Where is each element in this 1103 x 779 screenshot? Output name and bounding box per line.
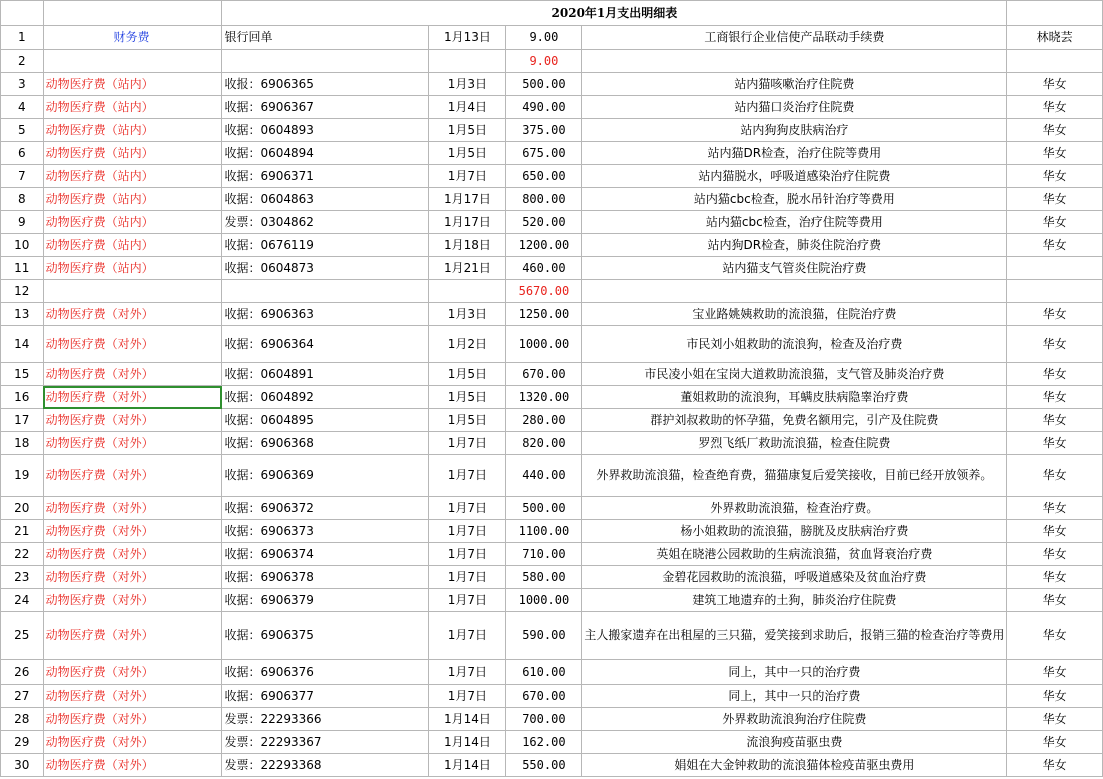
table-row [1, 211, 1103, 234]
description-cell[interactable]: 娟姐在大金钟救助的流浪猫体检疫苗驱虫费用 [582, 754, 1007, 777]
description-cell[interactable]: 金碧花园救助的流浪猫，呼吸道感染及贫血治疗费 [582, 566, 1007, 589]
amount-cell[interactable]: 1320.00 [506, 386, 582, 409]
row-number[interactable]: 11 [1, 257, 44, 280]
receipt-cell[interactable]: 收据：0604892 [222, 386, 429, 409]
sheet-title[interactable]: 2020年1月支出明细表 [222, 1, 1007, 26]
table-row [1, 520, 1103, 543]
amount-cell[interactable]: 820.00 [506, 432, 582, 455]
date-cell[interactable]: 1月4日 [429, 96, 506, 119]
description-cell[interactable]: 杨小姐救助的流浪猫，膀胱及皮肤病治疗费 [582, 520, 1007, 543]
table-row [1, 326, 1103, 363]
row-number[interactable]: 27 [1, 685, 44, 708]
receipt-cell[interactable]: 收据：0604894 [222, 142, 429, 165]
handler-cell[interactable]: 华女 [1007, 409, 1103, 432]
table-row [1, 119, 1103, 142]
table-row [1, 26, 1103, 50]
description-cell[interactable]: 站内猫支气管炎住院治疗费 [582, 257, 1007, 280]
table-row [1, 685, 1103, 708]
category-cell[interactable] [43, 280, 222, 303]
receipt-cell[interactable]: 收据：0604895 [222, 409, 429, 432]
row-number[interactable]: 20 [1, 497, 44, 520]
handler-cell[interactable]: 华女 [1007, 566, 1103, 589]
receipt-cell[interactable]: 收据：6906374 [222, 543, 429, 566]
row-number[interactable]: 29 [1, 731, 44, 754]
handler-cell[interactable]: 华女 [1007, 432, 1103, 455]
date-cell[interactable]: 1月7日 [429, 612, 506, 660]
date-cell[interactable]: 1月5日 [429, 142, 506, 165]
amount-cell[interactable]: 162.00 [506, 731, 582, 754]
handler-cell[interactable]: 华女 [1007, 96, 1103, 119]
description-cell[interactable]: 市民凌小姐在宝岗大道救助流浪猫，支气管及肺炎治疗费 [582, 363, 1007, 386]
date-cell[interactable]: 1月7日 [429, 543, 506, 566]
receipt-cell[interactable]: 收据：6906368 [222, 432, 429, 455]
amount-cell[interactable]: 580.00 [506, 566, 582, 589]
receipt-cell[interactable]: 收据：6906379 [222, 589, 429, 612]
description-cell[interactable]: 建筑工地遗弃的土狗，肺炎治疗住院费 [582, 589, 1007, 612]
amount-cell[interactable]: 1000.00 [506, 589, 582, 612]
table-row [1, 280, 1103, 303]
description-cell[interactable]: 流浪狗疫苗驱虫费 [582, 731, 1007, 754]
amount-cell[interactable]: 520.00 [506, 211, 582, 234]
date-cell[interactable]: 1月7日 [429, 685, 506, 708]
category-cell[interactable]: 动物医疗费（站内） [43, 234, 222, 257]
date-cell[interactable]: 1月7日 [429, 497, 506, 520]
handler-cell[interactable]: 华女 [1007, 326, 1103, 363]
row-number[interactable]: 23 [1, 566, 44, 589]
category-cell[interactable]: 动物医疗费（站内） [43, 142, 222, 165]
description-cell[interactable]: 外界救助流浪狗治疗住院费 [582, 708, 1007, 731]
description-cell[interactable]: 站内猫口炎治疗住院费 [582, 96, 1007, 119]
amount-cell[interactable]: 9.00 [506, 50, 582, 73]
row-number[interactable]: 4 [1, 96, 44, 119]
row-number[interactable]: 1 [1, 26, 44, 50]
handler-cell[interactable]: 华女 [1007, 188, 1103, 211]
handler-cell[interactable]: 华女 [1007, 685, 1103, 708]
table-row [1, 543, 1103, 566]
handler-cell[interactable]: 华女 [1007, 612, 1103, 660]
amount-cell[interactable]: 375.00 [506, 119, 582, 142]
category-cell[interactable]: 动物医疗费（站内） [43, 165, 222, 188]
row-number[interactable]: 19 [1, 455, 44, 497]
category-cell[interactable]: 动物医疗费（对外） [43, 409, 222, 432]
row-number[interactable]: 18 [1, 432, 44, 455]
receipt-cell[interactable]: 发票：0304862 [222, 211, 429, 234]
category-cell[interactable]: 动物医疗费（对外） [43, 731, 222, 754]
receipt-cell[interactable]: 收据：0676119 [222, 234, 429, 257]
amount-cell[interactable]: 1100.00 [506, 520, 582, 543]
receipt-cell[interactable]: 发票：22293366 [222, 708, 429, 731]
category-cell[interactable] [43, 50, 222, 73]
date-cell[interactable]: 1月7日 [429, 432, 506, 455]
receipt-cell[interactable]: 收据：6906364 [222, 326, 429, 363]
amount-cell[interactable]: 675.00 [506, 142, 582, 165]
handler-cell[interactable]: 华女 [1007, 731, 1103, 754]
table-row [1, 409, 1103, 432]
handler-cell[interactable]: 华女 [1007, 234, 1103, 257]
table-row [1, 303, 1103, 326]
amount-cell[interactable]: 280.00 [506, 409, 582, 432]
table-row [1, 188, 1103, 211]
handler-cell[interactable]: 华女 [1007, 589, 1103, 612]
description-cell[interactable]: 宝业路姚姨救助的流浪猫，住院治疗费 [582, 303, 1007, 326]
date-cell[interactable]: 1月7日 [429, 455, 506, 497]
handler-cell[interactable]: 华女 [1007, 708, 1103, 731]
amount-cell[interactable]: 670.00 [506, 685, 582, 708]
category-cell[interactable]: 动物医疗费（对外） [43, 363, 222, 386]
description-cell[interactable]: 站内猫脱水，呼吸道感染治疗住院费 [582, 165, 1007, 188]
row-number[interactable]: 8 [1, 188, 44, 211]
handler-cell[interactable]: 华女 [1007, 119, 1103, 142]
date-cell[interactable]: 1月21日 [429, 257, 506, 280]
date-cell[interactable] [429, 50, 506, 73]
receipt-cell[interactable]: 收据：6906373 [222, 520, 429, 543]
receipt-cell[interactable]: 收据：6906376 [222, 660, 429, 685]
category-cell[interactable]: 动物医疗费（站内） [43, 119, 222, 142]
date-cell[interactable]: 1月7日 [429, 566, 506, 589]
category-cell[interactable]: 动物医疗费（站内） [43, 211, 222, 234]
amount-cell[interactable]: 9.00 [506, 26, 582, 50]
amount-cell[interactable]: 490.00 [506, 96, 582, 119]
table-row [1, 50, 1103, 73]
row-number[interactable]: 17 [1, 409, 44, 432]
receipt-cell[interactable] [222, 280, 429, 303]
amount-cell[interactable]: 610.00 [506, 660, 582, 685]
amount-cell[interactable]: 590.00 [506, 612, 582, 660]
receipt-cell[interactable]: 收据：6906371 [222, 165, 429, 188]
category-cell[interactable]: 动物医疗费（站内） [43, 73, 222, 96]
row-number[interactable]: 13 [1, 303, 44, 326]
date-cell[interactable]: 1月5日 [429, 119, 506, 142]
row-header-top[interactable] [1, 1, 44, 26]
description-cell[interactable]: 主人搬家遗弃在出租屋的三只猫，爱笑接到求助后，报销三猫的检查治疗等费用 [582, 612, 1007, 660]
handler-cell[interactable] [1007, 257, 1103, 280]
description-cell[interactable]: 罗烈飞纸厂救助流浪猫，检查住院费 [582, 432, 1007, 455]
row-number[interactable]: 28 [1, 708, 44, 731]
amount-cell[interactable]: 1250.00 [506, 303, 582, 326]
description-cell[interactable]: 站内狗DR检查，肺炎住院治疗费 [582, 234, 1007, 257]
table-row [1, 363, 1103, 386]
receipt-cell[interactable]: 收据：6906367 [222, 96, 429, 119]
row-number[interactable]: 2 [1, 50, 44, 73]
cell-title-left[interactable] [43, 1, 222, 26]
handler-cell[interactable]: 华女 [1007, 363, 1103, 386]
receipt-cell[interactable]: 发票：22293367 [222, 731, 429, 754]
amount-cell[interactable]: 800.00 [506, 188, 582, 211]
table-row [1, 165, 1103, 188]
row-number[interactable]: 25 [1, 612, 44, 660]
receipt-cell[interactable]: 发票：22293368 [222, 754, 429, 777]
description-cell[interactable]: 同上，其中一只的治疗费 [582, 685, 1007, 708]
table-row [1, 386, 1103, 409]
handler-cell[interactable]: 华女 [1007, 386, 1103, 409]
description-cell[interactable]: 站内狗狗皮肤病治疗 [582, 119, 1007, 142]
amount-cell[interactable]: 1200.00 [506, 234, 582, 257]
row-number[interactable]: 24 [1, 589, 44, 612]
description-cell[interactable]: 工商银行企业信使产品联动手续费 [582, 26, 1007, 50]
row-number[interactable]: 7 [1, 165, 44, 188]
amount-cell[interactable]: 700.00 [506, 708, 582, 731]
date-cell[interactable]: 1月5日 [429, 386, 506, 409]
row-number[interactable]: 10 [1, 234, 44, 257]
description-cell[interactable]: 英姐在晓港公园救助的生病流浪猫，贫血肾衰治疗费 [582, 543, 1007, 566]
category-cell[interactable]: 动物医疗费（对外） [43, 326, 222, 363]
category-cell[interactable]: 动物医疗费（对外） [43, 432, 222, 455]
description-cell[interactable]: 群护刘叔救助的怀孕猫，免费名额用完，引产及住院费 [582, 409, 1007, 432]
amount-cell[interactable]: 650.00 [506, 165, 582, 188]
date-cell[interactable]: 1月13日 [429, 26, 506, 50]
table-row [1, 455, 1103, 497]
table-row [1, 754, 1103, 777]
amount-cell[interactable]: 670.00 [506, 363, 582, 386]
table-row [1, 73, 1103, 96]
row-number[interactable]: 21 [1, 520, 44, 543]
category-cell[interactable]: 动物医疗费（对外） [43, 566, 222, 589]
category-cell[interactable]: 动物医疗费（站内） [43, 257, 222, 280]
handler-cell[interactable]: 华女 [1007, 660, 1103, 685]
handler-cell[interactable]: 华女 [1007, 303, 1103, 326]
description-cell[interactable] [582, 50, 1007, 73]
amount-cell[interactable]: 500.00 [506, 497, 582, 520]
title-row [1, 1, 1103, 26]
receipt-cell[interactable]: 收据：0604893 [222, 119, 429, 142]
category-cell[interactable]: 动物医疗费（站内） [43, 96, 222, 119]
row-number[interactable]: 5 [1, 119, 44, 142]
date-cell[interactable]: 1月7日 [429, 165, 506, 188]
table-row [1, 708, 1103, 731]
table-row [1, 497, 1103, 520]
category-cell[interactable]: 动物医疗费（站内） [43, 188, 222, 211]
receipt-cell[interactable]: 收据：6906372 [222, 497, 429, 520]
date-cell[interactable]: 1月3日 [429, 303, 506, 326]
date-cell[interactable]: 1月5日 [429, 363, 506, 386]
row-number[interactable]: 22 [1, 543, 44, 566]
handler-cell[interactable]: 华女 [1007, 142, 1103, 165]
date-cell[interactable]: 1月17日 [429, 211, 506, 234]
row-number[interactable]: 26 [1, 660, 44, 685]
date-cell[interactable]: 1月2日 [429, 326, 506, 363]
row-number[interactable]: 14 [1, 326, 44, 363]
table-row [1, 731, 1103, 754]
category-cell[interactable]: 动物医疗费（对外） [43, 612, 222, 660]
category-cell[interactable]: 动物医疗费（对外） [43, 386, 222, 409]
category-cell[interactable]: 动物医疗费（对外） [43, 685, 222, 708]
amount-cell[interactable]: 1000.00 [506, 326, 582, 363]
receipt-cell[interactable] [222, 50, 429, 73]
table-row [1, 96, 1103, 119]
handler-cell[interactable]: 林晓芸 [1007, 26, 1103, 50]
category-cell[interactable]: 动物医疗费（对外） [43, 543, 222, 566]
category-cell[interactable]: 动物医疗费（对外） [43, 708, 222, 731]
row-number[interactable]: 30 [1, 754, 44, 777]
table-row [1, 612, 1103, 660]
date-cell[interactable]: 1月14日 [429, 731, 506, 754]
receipt-cell[interactable]: 收据：0604891 [222, 363, 429, 386]
date-cell[interactable]: 1月7日 [429, 520, 506, 543]
receipt-cell[interactable]: 收据：6906378 [222, 566, 429, 589]
handler-cell[interactable]: 华女 [1007, 543, 1103, 566]
amount-cell[interactable]: 710.00 [506, 543, 582, 566]
receipt-cell[interactable]: 收据：6906375 [222, 612, 429, 660]
description-cell[interactable]: 董姐救助的流浪狗，耳螨皮肤病隐睾治疗费 [582, 386, 1007, 409]
date-cell[interactable]: 1月7日 [429, 589, 506, 612]
handler-cell[interactable] [1007, 50, 1103, 73]
category-cell[interactable]: 动物医疗费（对外） [43, 520, 222, 543]
receipt-cell[interactable]: 收报：6906365 [222, 73, 429, 96]
table-row [1, 566, 1103, 589]
description-cell[interactable]: 外界救助流浪猫，检查治疗费。 [582, 497, 1007, 520]
handler-cell[interactable]: 华女 [1007, 754, 1103, 777]
description-cell[interactable]: 站内猫cbc检查，脱水吊针治疗等费用 [582, 188, 1007, 211]
receipt-cell[interactable]: 银行回单 [222, 26, 429, 50]
description-cell[interactable]: 站内猫DR检查，治疗住院等费用 [582, 142, 1007, 165]
row-number[interactable]: 3 [1, 73, 44, 96]
receipt-cell[interactable]: 收据：6906369 [222, 455, 429, 497]
table-row [1, 234, 1103, 257]
description-cell[interactable]: 站内猫cbc检查，治疗住院等费用 [582, 211, 1007, 234]
row-number[interactable]: 9 [1, 211, 44, 234]
description-cell[interactable] [582, 280, 1007, 303]
receipt-cell[interactable]: 收据：0604873 [222, 257, 429, 280]
receipt-cell[interactable]: 收据：6906363 [222, 303, 429, 326]
date-cell[interactable]: 1月18日 [429, 234, 506, 257]
date-cell[interactable]: 1月17日 [429, 188, 506, 211]
category-cell[interactable]: 动物医疗费（对外） [43, 754, 222, 777]
amount-cell[interactable]: 550.00 [506, 754, 582, 777]
description-cell[interactable]: 外界救助流浪猫，检查绝育费，猫猫康复后爱笑接收，目前已经开放领养。 [582, 455, 1007, 497]
handler-cell[interactable] [1007, 280, 1103, 303]
description-cell[interactable]: 同上，其中一只的治疗费 [582, 660, 1007, 685]
handler-cell[interactable]: 华女 [1007, 211, 1103, 234]
cell-title-right[interactable] [1007, 1, 1103, 26]
description-cell[interactable]: 市民刘小姐救助的流浪狗，检查及治疗费 [582, 326, 1007, 363]
table-row [1, 142, 1103, 165]
category-cell[interactable]: 动物医疗费（对外） [43, 660, 222, 685]
table-row [1, 660, 1103, 685]
row-number[interactable]: 15 [1, 363, 44, 386]
date-cell[interactable]: 1月14日 [429, 708, 506, 731]
handler-cell[interactable]: 华女 [1007, 520, 1103, 543]
category-cell[interactable]: 动物医疗费（对外） [43, 455, 222, 497]
date-cell[interactable]: 1月7日 [429, 660, 506, 685]
table-row [1, 432, 1103, 455]
category-cell[interactable]: 动物医疗费（对外） [43, 303, 222, 326]
handler-cell[interactable]: 华女 [1007, 165, 1103, 188]
category-cell[interactable]: 动物医疗费（对外） [43, 589, 222, 612]
date-cell[interactable]: 1月3日 [429, 73, 506, 96]
receipt-cell[interactable]: 收据：0604863 [222, 188, 429, 211]
description-cell[interactable]: 站内猫咳嗽治疗住院费 [582, 73, 1007, 96]
amount-cell[interactable]: 500.00 [506, 73, 582, 96]
date-cell[interactable]: 1月5日 [429, 409, 506, 432]
row-number[interactable]: 16 [1, 386, 44, 409]
handler-cell[interactable]: 华女 [1007, 497, 1103, 520]
date-cell[interactable] [429, 280, 506, 303]
amount-cell[interactable]: 440.00 [506, 455, 582, 497]
table-row [1, 589, 1103, 612]
amount-cell[interactable]: 5670.00 [506, 280, 582, 303]
handler-cell[interactable]: 华女 [1007, 73, 1103, 96]
row-number[interactable]: 6 [1, 142, 44, 165]
receipt-cell[interactable]: 收据：6906377 [222, 685, 429, 708]
handler-cell[interactable]: 华女 [1007, 455, 1103, 497]
amount-cell[interactable]: 460.00 [506, 257, 582, 280]
table-row [1, 257, 1103, 280]
row-number[interactable]: 12 [1, 280, 44, 303]
date-cell[interactable]: 1月14日 [429, 754, 506, 777]
category-cell[interactable]: 财务费 [43, 26, 222, 50]
category-cell[interactable]: 动物医疗费（对外） [43, 497, 222, 520]
